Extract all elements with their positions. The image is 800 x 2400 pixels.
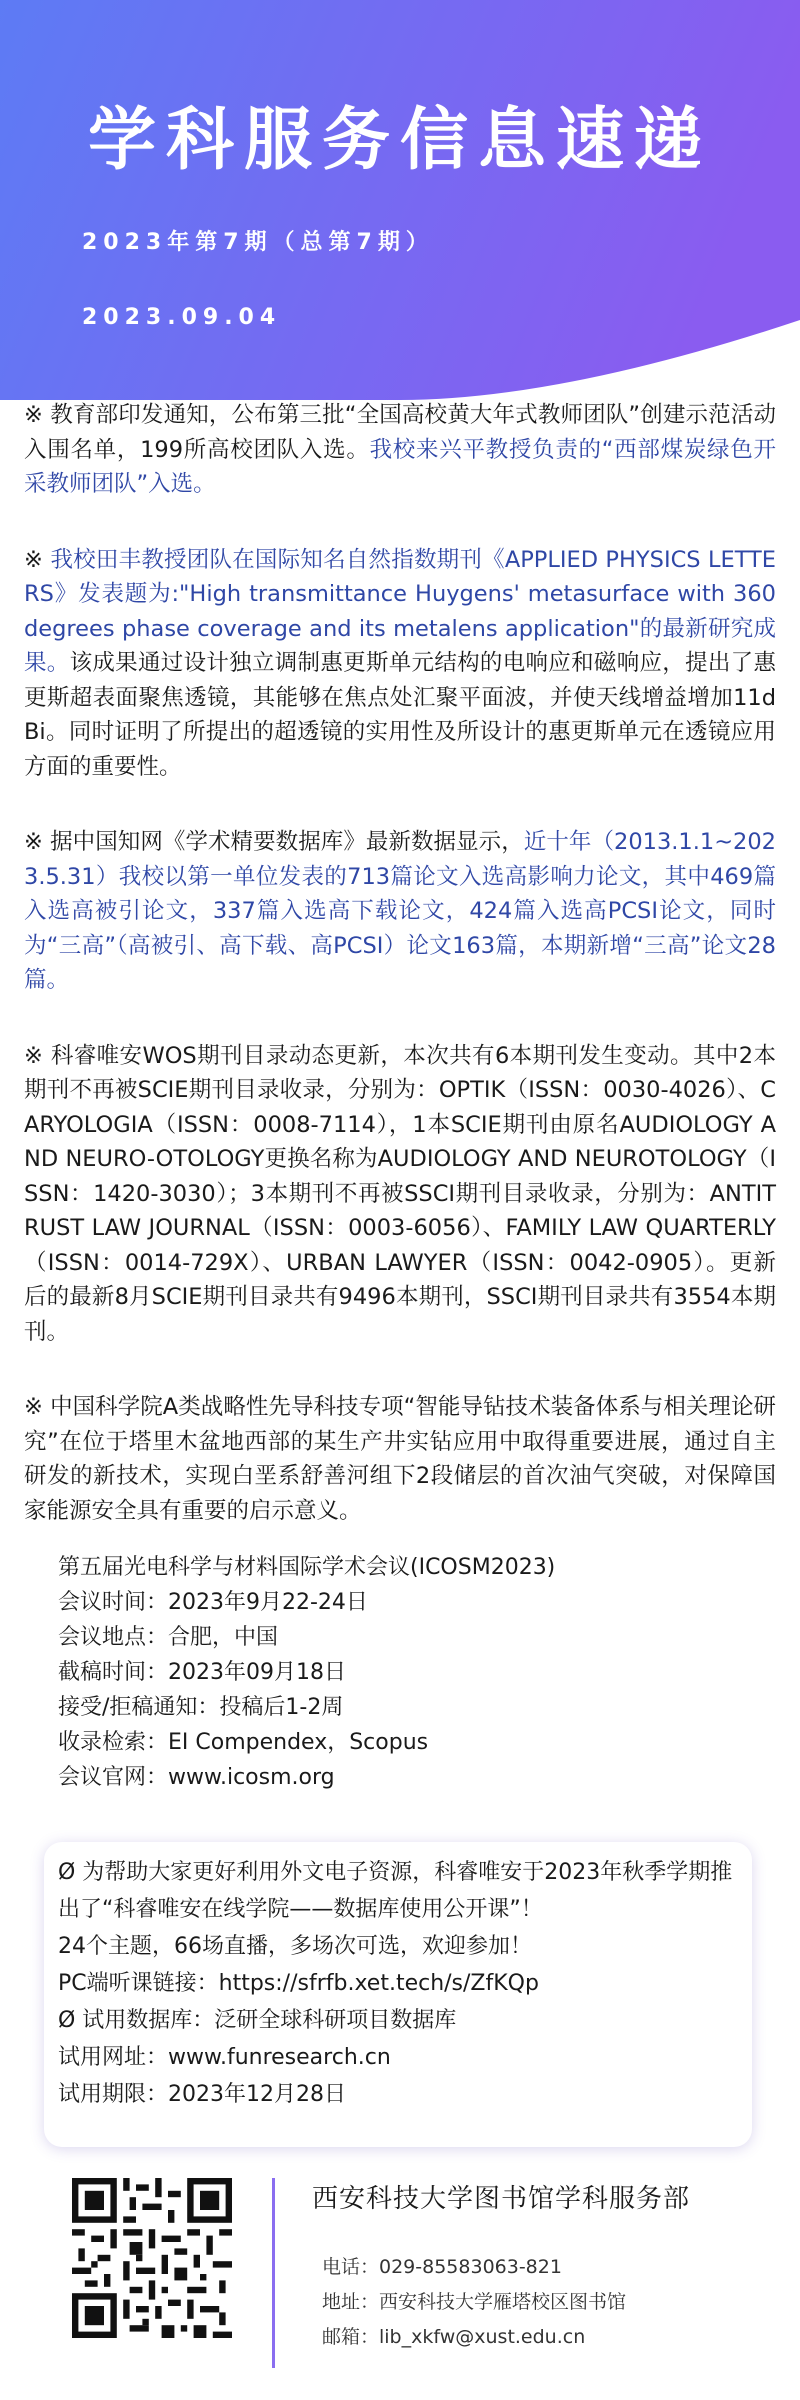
qr-code-icon xyxy=(72,2178,232,2338)
conference-location: 会议地点：合肥，中国 xyxy=(58,1625,279,1650)
footer-divider xyxy=(272,2178,275,2368)
contact-address: 地址：西安科技大学雁塔校区图书馆 xyxy=(322,2291,627,2313)
header-background xyxy=(0,0,800,400)
contact-email[interactable]: 邮箱：lib_xkfw@xust.edu.cn xyxy=(322,2326,586,2348)
card-link-line[interactable]: 试用网址：www.funresearch.cn xyxy=(58,2045,391,2070)
contact-info xyxy=(322,2250,626,2355)
conference-info xyxy=(58,1550,738,1795)
card-line: 24个主题，66场直播，多场次可选，欢迎参加！ xyxy=(58,1934,532,1959)
card-line: 试用期限：2023年12月28日 xyxy=(58,2082,346,2107)
card-line: Ø 试用数据库：泛研全球科研项目数据库 xyxy=(58,2008,457,2033)
news-list xyxy=(24,398,776,1569)
conference-website: 会议官网：www.icosm.org xyxy=(58,1765,335,1790)
card-line: Ø 为帮助大家更好利用外文电子资源，科睿唯安于2023年秋季学期推出了“科睿唯安在线学院——数据库使用公开课”！ xyxy=(58,1860,733,1922)
conference-title: 第五届光电科学与材料国际学术会议(ICOSM2023) xyxy=(58,1555,556,1580)
header-banner xyxy=(0,0,800,400)
issue-date: 2023.09.04 xyxy=(82,305,282,330)
contact-phone: 电话：029-85583063-821 xyxy=(322,2256,562,2278)
conference-time: 会议时间：2023年9月22-24日 xyxy=(58,1590,368,1615)
conference-notification: 接受/拒稿通知：投稿后1-2周 xyxy=(58,1695,344,1720)
organization-name: 西安科技大学图书馆学科服务部 xyxy=(312,2184,691,2214)
resource-card xyxy=(44,1842,752,2147)
conference-deadline: 截稿时间：2023年09月18日 xyxy=(58,1660,346,1685)
conference-indexing: 收录检索：EI Compendex，Scopus xyxy=(58,1730,429,1755)
news-item: ※ 科睿唯安WOS期刊目录动态更新，本次共有6本期刊发生变动。其中2本期刊不再被SCIE期刊目录收录，分别为：OPTIK（ISSN：0030-4026）、CARYOLOGIA（ISSN：0008-7114），1本SCIE期刊由原名AUDIOLOGY AND NEURO-OTOLOGY更换名称为AUDIOLOGY AND NEUROTOLOGY（ISSN：1420-3030）；3本期刊不再被SSCI期刊目录收录，分别为：ANTITRUST LAW JOURNAL（ISSN：0003-6056）、FAMILY LAW QUARTERLY（ISSN：0014-729X）、URBAN LAWYER（ISSN：0042-0905）。更新后的最新8月SCIE期刊目录共有9496本期刊，SSCI期刊目录共有3554本期刊。 xyxy=(24,1042,776,1345)
page-title: 学科服务信息速递 xyxy=(87,101,712,180)
news-item: ※ 我校田丰教授团队在国际知名自然指数期刊《APPLIED PHYSICS LETTERS》发表题为:"High transmittance Huygens' metasurface with 360 degrees phase coverage and its metalens application"的最新研究成果。该成果通过设计独立调制惠更斯单元结构的电响应和磁响应，提出了惠更斯超表面聚焦透镜，其能够在焦点处汇聚平面波，并使天线增益增加11dBi。同时证明了所提出的超透镜的实用性及所设计的惠更斯单元在透镜应用方面的重要性。 xyxy=(24,546,776,780)
news-item: ※ 教育部印发通知，公布第三批“全国高校黄大年式教师团队”创建示范活动入围名单，199所高校团队入选。我校来兴平教授负责的“西部煤炭绿色开采教师团队”入选。 xyxy=(24,402,776,497)
news-item: ※ 据中国知网《学术精要数据库》最新数据显示，近十年（2013.1.1~2023.5.31）我校以第一单位发表的713篇论文入选高影响力论文，其中469篇入选高被引论文，337篇入选高下载论文，424篇入选高PCSI论文，同时为“三高”（高被引、高下载、高PCSI）论文163篇，本期新增“三高”论文28篇。 xyxy=(24,829,776,993)
news-item: ※ 中国科学院A类战略性先导科技专项“智能导钻技术装备体系与相关理论研究”在位于塔里木盆地西部的某生产井实钻应用中取得重要进展，通过自主研发的新技术，实现白垩系舒善河组下2段储层的首次油气突破，对保障国家能源安全具有重要的启示意义。 xyxy=(24,1394,776,1524)
card-link-line[interactable]: PC端听课链接：https://sfrfb.xet.tech/s/ZfKQp xyxy=(58,1971,539,1996)
issue-number: 2023年第7期（总第7期） xyxy=(82,230,434,255)
